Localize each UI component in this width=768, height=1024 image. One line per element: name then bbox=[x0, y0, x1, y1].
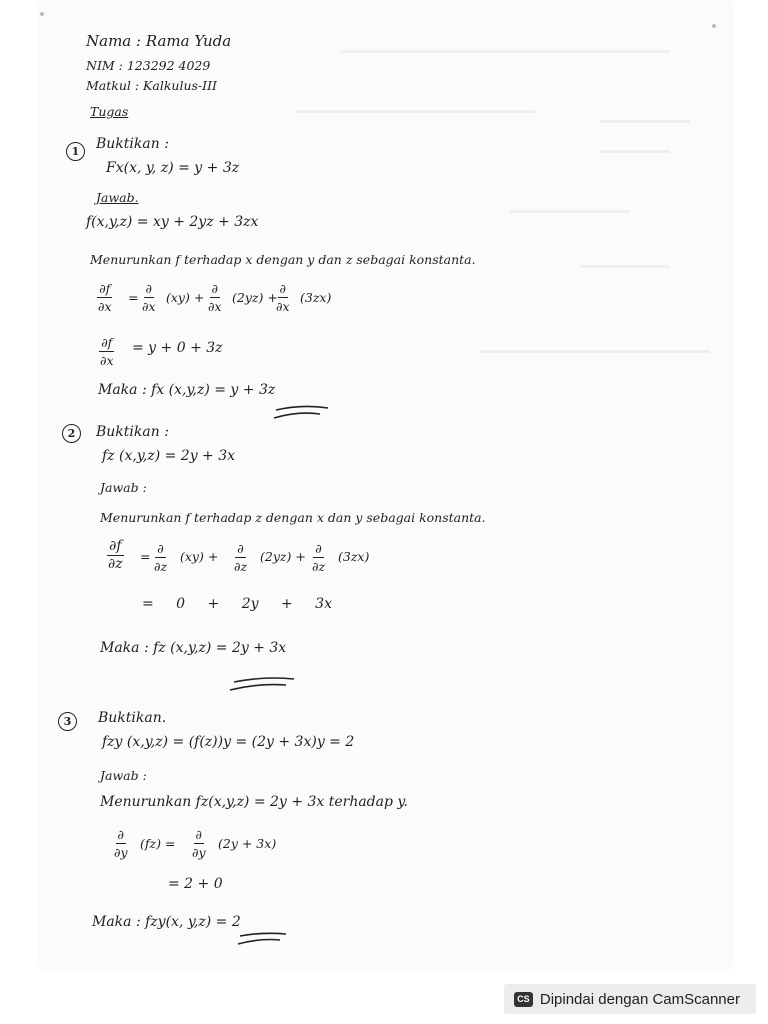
q1-jawab: Jawab. bbox=[96, 190, 139, 205]
q2-conclusion: Maka : fz (x,y,z) = 2y + 3x bbox=[100, 640, 287, 656]
q1-result-underline bbox=[272, 402, 332, 424]
q1-function: f(x,y,z) = xy + 2yz + 3zx bbox=[86, 214, 259, 230]
q2-partial-op: ∂ ∂z bbox=[312, 541, 326, 574]
q1-term2: (2yz) + bbox=[232, 290, 278, 305]
camscanner-logo-icon: CS bbox=[514, 992, 533, 1007]
q1-term3: (3zx) bbox=[300, 290, 332, 305]
q2-partial-op: ∂ ∂z bbox=[234, 541, 248, 574]
scanned-page bbox=[40, 0, 730, 968]
q2-partial-op: ∂ ∂z bbox=[154, 541, 168, 574]
question-1-number: 1 bbox=[66, 142, 85, 161]
q1-df-dx-2: $\frac{\partial f}{\partial x}$ bbox=[100, 335, 114, 368]
q3-lhs: (fz) = bbox=[140, 836, 176, 851]
q1-buktikan: Buktikan : bbox=[96, 136, 169, 152]
equals: = bbox=[128, 290, 139, 305]
q3-step2: = 2 + 0 bbox=[168, 876, 223, 892]
q1-instruction: Menurunkan f terhadap x dengan y dan z sebagai konstanta. bbox=[90, 252, 476, 267]
q2-result-underline bbox=[228, 674, 300, 696]
q2-jawab: Jawab : bbox=[100, 480, 147, 495]
q2-term1: (xy) + bbox=[180, 549, 219, 564]
student-nim: NIM : 123292 4029 bbox=[86, 58, 211, 73]
q2-step2: = 0 + 2y + 3x bbox=[142, 596, 332, 612]
assignment-heading: Tugas bbox=[90, 104, 129, 119]
camscanner-label: Dipindai dengan CamScanner bbox=[539, 990, 740, 1008]
q2-buktikan: Buktikan : bbox=[96, 424, 169, 440]
q1-partial-op: ∂ ∂x bbox=[276, 281, 290, 314]
q1-conclusion: Maka : fx (x,y,z) = y + 3z bbox=[98, 382, 276, 398]
q2-term2: (2yz) + bbox=[260, 549, 306, 564]
question-3-number: 3 bbox=[58, 712, 77, 731]
q1-partial-op: ∂ ∂x bbox=[142, 281, 156, 314]
q3-instruction: Menurunkan fz(x,y,z) = 2y + 3x terhadap y. bbox=[100, 794, 408, 810]
q1-step2: = y + 0 + 3z bbox=[132, 340, 223, 356]
q3-jawab: Jawab : bbox=[100, 768, 147, 783]
q3-rhs: (2y + 3x) bbox=[218, 836, 277, 851]
camscanner-watermark bbox=[504, 984, 756, 1014]
q1-claim: Fx(x, y, z) = y + 3z bbox=[106, 160, 240, 176]
q3-result-underline bbox=[236, 930, 292, 950]
q2-term3: (3zx) bbox=[338, 549, 370, 564]
corner-mark bbox=[40, 12, 44, 16]
q3-claim: fzy (x,y,z) = (f(z))y = (2y + 3x)y = 2 bbox=[102, 734, 355, 750]
q2-claim: fz (x,y,z) = 2y + 3x bbox=[102, 448, 236, 464]
q3-partial-op: ∂ ∂y bbox=[114, 827, 128, 860]
q1-term1: (xy) + bbox=[166, 290, 205, 305]
student-name: Nama : Rama Yuda bbox=[86, 32, 232, 50]
equals: = bbox=[140, 549, 151, 564]
q3-partial-op: ∂ ∂y bbox=[192, 827, 206, 860]
q1-df-dx: $\frac{\partial f}{\partial x}$ bbox=[98, 281, 112, 314]
corner-mark bbox=[712, 24, 716, 28]
course-name: Matkul : Kalkulus-III bbox=[86, 78, 217, 93]
question-2-number: 2 bbox=[62, 424, 81, 443]
q3-buktikan: Buktikan. bbox=[98, 710, 167, 726]
q3-conclusion: Maka : fzy(x, y,z) = 2 bbox=[92, 914, 241, 930]
q2-df-dz: $\frac{\partial f}{\partial z}$ bbox=[108, 538, 123, 572]
q2-instruction: Menurunkan f terhadap z dengan x dan y sebagai konstanta. bbox=[100, 510, 486, 525]
q1-partial-op: ∂ ∂x bbox=[208, 281, 222, 314]
